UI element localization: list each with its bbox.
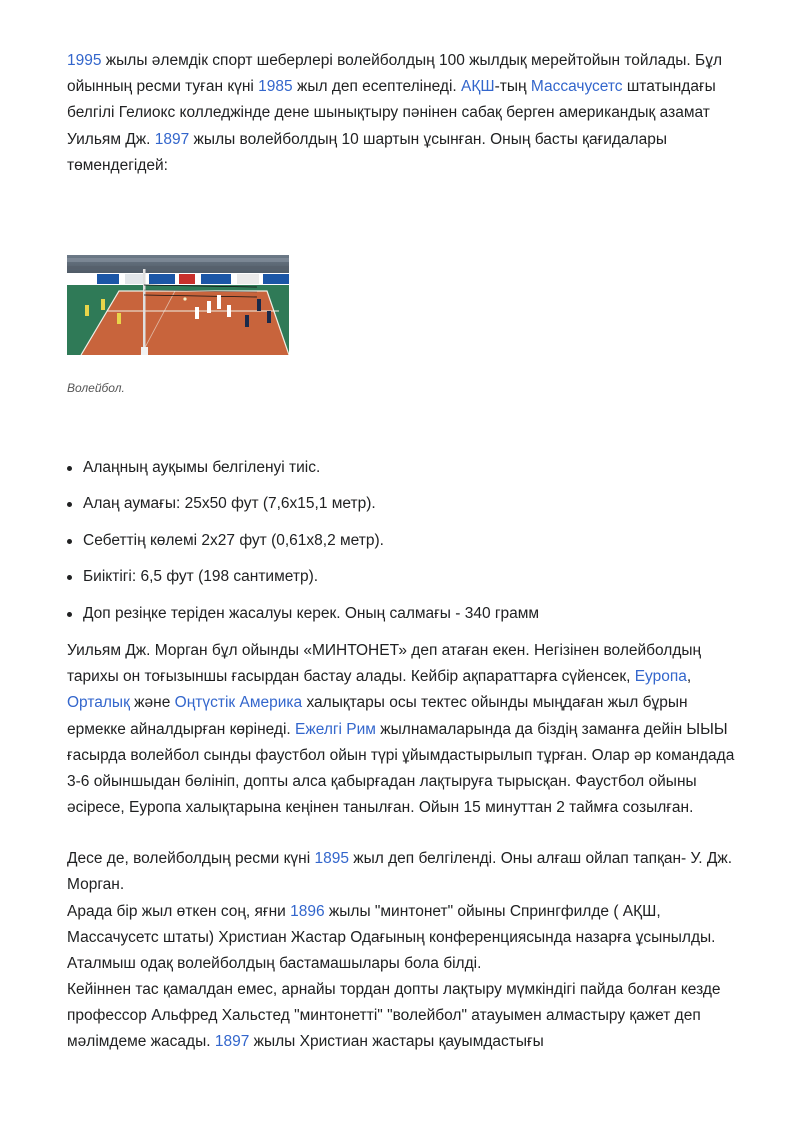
history-paragraph: Уильям Дж. Морган бұл ойынды «МИНТОНЕТ» деп атаған екен. Негізінен волейболдың тарихы он тоғызыншы ғасырдан бастау алады. Кейбір ақпараттарға сүйенсек, Еуропа, Орталық және Оңтүстік Америка халықтары осы тектес ойынды мыңдаған жыл бұрын ермекке айналдырған көрінеді. Ежелгі Рим жылнамаларында да біздің заманға дейін ЫЫЫ ғасырда волейбол сынды фаустбол ойын түрі ұйымдастырылып тұрған. Олар әр командада 3-6 ойыншыдан бөлініп, допты алса қабырғадан лақтыруға тырысқан. Фаустбол ойыны әсіресе, Еуропа халықтарына кеңінен танылған. Ойын 15 минуттан 2 таймға созылған. [67, 642, 735, 817]
link-1985[interactable]: 1985 [258, 78, 293, 96]
list-item: Биіктігі: 6,5 фут (198 сантиметр). [67, 563, 747, 599]
year-later-paragraph: Арада бір жыл өткен соң, яғни 1896 жылы "минтонет" ойыны Спрингфилде ( АҚШ, Массачусетс штаты) Христиан Жастар Одағының конференциясында назарға ұсынылды. Аталмыш одақ волейболдың бастамашылары бола білді. [67, 903, 716, 973]
volleyball-court-illustration [67, 255, 289, 355]
link-ancient-rome[interactable]: Ежелгі Рим [295, 720, 376, 738]
link-massachusetts[interactable]: Массачусетс [530, 78, 623, 96]
intro-paragraph: 1995 жылы әлемдік спорт шеберлері волейболдың 100 жылдық мерейтойын тойлады. Бұл ойынның ресми туған күні 1985 жыл деп есептелінеді. АҚШ-тың Массачусетс штатындағы белгілі Гелиокс колледжінде дене шынықтыру пәнінен сабақ берген американдық азамат Уильям Дж. 1897 жылы волейболдың 10 шартын ұсынған. Оның басты қағидалары төмендегідей: [67, 52, 723, 174]
rules-list [67, 454, 747, 636]
link-1995[interactable]: 1995 [67, 52, 102, 69]
photo-caption: Волейбол. [67, 381, 125, 395]
link-central[interactable]: Орталық [67, 694, 130, 712]
list-item: Алаңның ауқымы белгіленуі тиіс. [67, 454, 747, 490]
list-item: Доп резіңке теріден жасалуы керек. Оның салмағы - 340 грамм [67, 600, 747, 636]
link-usa[interactable]: АҚШ [461, 78, 495, 96]
volleyball-photo[interactable] [67, 255, 289, 355]
link-south-america[interactable]: Оңтүстік Америка [174, 694, 303, 712]
link-1895[interactable]: 1895 [314, 850, 349, 867]
link-1897[interactable]: 1897 [154, 130, 190, 148]
later-paragraph: Кейіннен тас қамалдан емес, арнайы тордан допты лақтыру мүмкіндігі пайда болған кезде профессор Альфред Хальстед "минтонетті" "волейбол" атауымен алмастыру қажет деп мәлімдеме жасады. 1897 жылы Христиан жастары қауымдастығы [67, 981, 721, 1051]
link-1897-later[interactable]: 1897 [214, 1033, 250, 1051]
list-item: Алаң аумағы: 25х50 фут (7,6х15,1 метр). [67, 490, 747, 526]
link-1896[interactable]: 1896 [290, 903, 325, 920]
list-item: Себеттің көлемі 2х27 фут (0,61х8,2 метр). [67, 527, 747, 563]
official-date-paragraph: Десе де, волейболдың ресми күні 1895 жыл деп белгіленді. Оны алғаш ойлап тапқан- У. Дж. Морган. [67, 850, 733, 894]
link-europe[interactable]: Еуропа [634, 668, 687, 686]
